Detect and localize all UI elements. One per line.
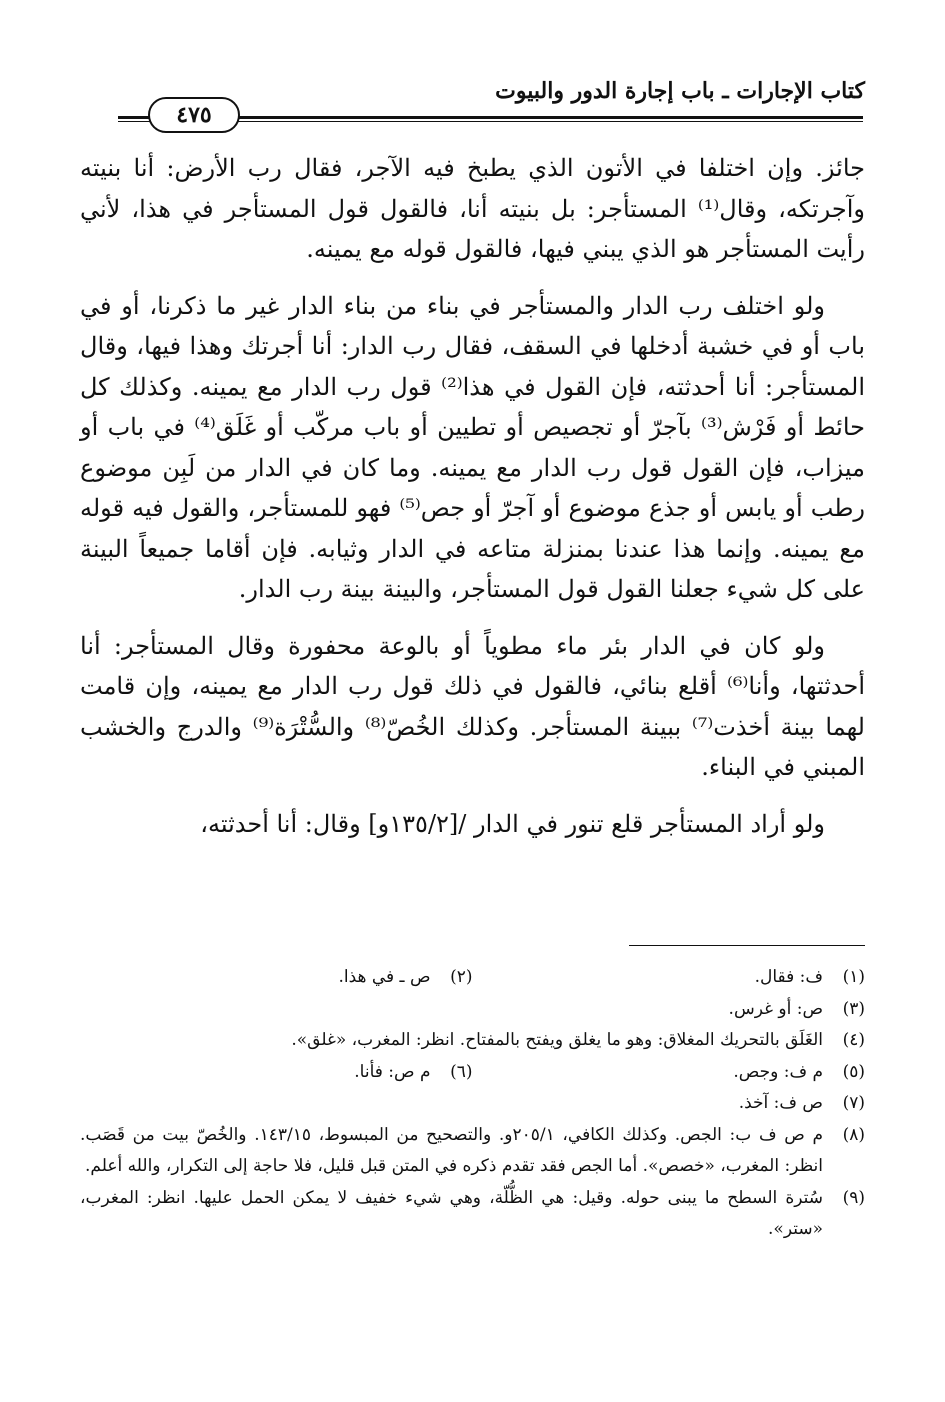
footnote-row	[80, 1088, 865, 1120]
footnote-9	[80, 1183, 865, 1246]
running-header-title: كتاب الإجارات ـ باب إجارة الدور والبيوت	[495, 78, 865, 104]
footnote-text: م ص: فأنا.	[354, 1061, 431, 1082]
paragraph-1: جائز. وإن اختلفا في الأتون الذي يطبخ فيه الآجر، فقال رب الأرض: أنا بنيته وآجرتكه، وقال⁽¹⁾ المستأجر: بل بنيته أنا، فالقول قول المستأجر في هذا، لأني رأيت المستأجر هو الذي يبني فيها، فالقول قوله مع يمينه.	[80, 154, 866, 263]
footnote-text: ص ـ في هذا.	[338, 967, 431, 987]
main-text	[80, 148, 865, 860]
footnote-separator	[629, 945, 865, 946]
footnote-row	[80, 1057, 865, 1089]
footnote-number: (٢)	[450, 967, 473, 987]
footnote-6	[80, 1057, 473, 1089]
footnote-4	[80, 1025, 865, 1057]
paragraph-2: ولو اختلف رب الدار والمستأجر في بناء من بناء الدار غير ما ذكرنا، أو في باب أو في خشبة أدخلها في السقف، فقال رب الدار: أنا أجرتك وهذا فيها، وقال المستأجر: أنا أحدثته، فإن القول في هذا⁽²⁾ قول رب الدار مع يمينه. وكذلك كل حائط أو فَرْش⁽³⁾ بآجرّ أو تجصيص أو تطيين أو باب مركّب أو غَلَق⁽⁴⁾ في باب أو ميزاب، فإن القول قول رب الدار مع يمينه. وما كان في الدار من لَبِن موضوع رطب أو يابس أو جذع موضوع أو آجرّ أو جص⁽⁵⁾ فهو للمستأجر، والقول فيه قوله مع يمينه. وإنما هذا عندنا بمنزلة متاعه في الدار وثيابه. فإن أقاما جميعاً البينة على كل شيء جعلنا القول قول المستأجر، والبينة بينة رب الدار.	[80, 291, 866, 603]
footnote-number: (٨)	[842, 1124, 865, 1145]
footnote-5	[473, 1057, 866, 1089]
footnote-number: (٦)	[450, 1061, 473, 1082]
footnote-number: (٣)	[842, 998, 865, 1019]
footnote-row	[80, 994, 865, 1026]
footnote-1	[473, 962, 866, 994]
footnote-7	[80, 1088, 865, 1120]
footnote-number: (٩)	[842, 1187, 865, 1208]
footnote-text: ص: أو غرس.	[728, 998, 823, 1019]
page-number-badge: ٤٧٥	[148, 97, 240, 133]
footnote-row	[80, 1120, 865, 1183]
footnote-text: م ف: وجص.	[733, 1061, 823, 1082]
footnote-8	[80, 1120, 865, 1183]
footnote-number: (٧)	[842, 1093, 865, 1113]
paragraph-4: ولو أراد المستأجر قلع تنور في الدار /[١٣٥/٢و] وقال: أنا أحدثته،	[200, 809, 825, 838]
footnote-number: (٥)	[842, 1061, 865, 1082]
footnote-2	[80, 962, 473, 994]
footnote-text: ص ف: آخذ.	[738, 1093, 823, 1113]
footnote-number: (٤)	[842, 1030, 865, 1050]
footnote-text: م ص ف ب: الجص. وكذلك الكافي، ٢٠٥/١و. والتصحيح من المبسوط، ١٤٣/١٥. والخُصّ بيت من قَصَب. انظر: المغرب، «خصص». أما الجص فقد تقدم ذكره في المتن قبل قليل، فلا حاجة إلى التكرار، والله أعلم.	[80, 1124, 824, 1176]
footnote-3	[80, 994, 865, 1026]
footnotes	[80, 962, 865, 1246]
footnote-text: ف: فقال.	[754, 967, 823, 987]
footnote-text: سُترة السطح ما يبنى حوله. وقيل: هي الظُّلّة، وهي شيء خفيف لا يمكن الحمل عليها. انظر: المغرب، «ستر».	[80, 1187, 823, 1239]
footnote-text: الغَلَق بالتحريك المغلاق: وهو ما يغلق ويفتح بالمفتاح. انظر: المغرب، «غلق».	[291, 1030, 823, 1050]
footnote-row	[80, 1025, 865, 1057]
paragraph-3: ولو كان في الدار بئر ماء مطوياً أو بالوعة محفورة وقال المستأجر: أنا أحدثتها، وأنا⁽⁶⁾ أقلع بنائي، فالقول في ذلك قول رب الدار مع يمينه، وإن قامت لهما بينة أخذت⁽⁷⁾ ببينة المستأجر. وكذلك الخُصّ⁽⁸⁾ والسُّتْرَة⁽⁹⁾ والدرج والخشب المبني في البناء.	[80, 631, 865, 781]
footnote-number: (١)	[842, 967, 865, 987]
footnote-row	[80, 962, 865, 994]
footnote-row	[80, 1183, 865, 1246]
